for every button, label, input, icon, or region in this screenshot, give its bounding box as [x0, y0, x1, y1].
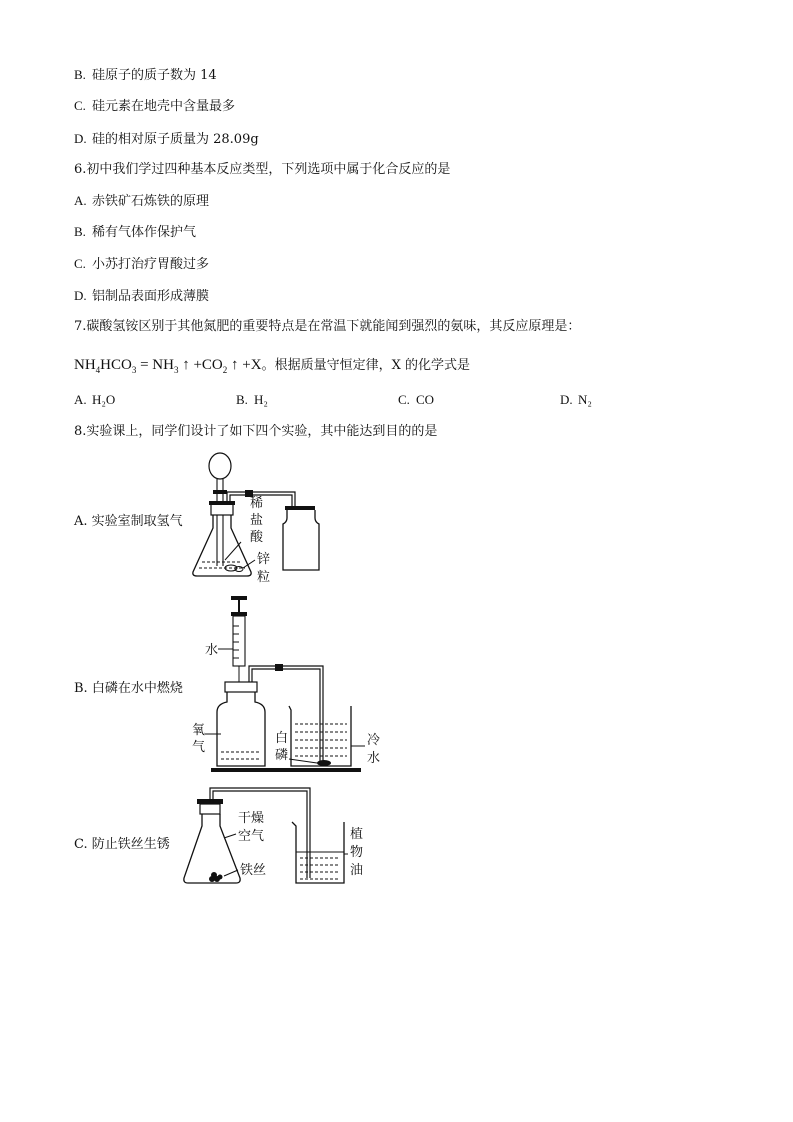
experiment-a-diagram: [185, 450, 330, 590]
tag-air: 空气: [238, 829, 265, 844]
stopper: [211, 504, 233, 515]
tag-zhi: 植: [350, 827, 364, 842]
funnel-bulb: [209, 453, 231, 479]
tag-li: 粒: [257, 570, 271, 585]
q6-option-b: B. 稀有气体作保护气: [74, 224, 197, 240]
experiment-c-diagram: [180, 782, 380, 892]
q7-equation: [74, 354, 470, 375]
flask-stopper: [200, 804, 220, 814]
tag-yan: 盐: [250, 513, 264, 528]
tag-xi: 稀: [250, 496, 264, 511]
experiment-b-diagram: [185, 594, 395, 779]
q6-option-d: D. 铝制品表面形成薄膜: [74, 288, 210, 304]
gas-jar: [283, 510, 319, 570]
equation-tail: 。根据质量守恒定律，X 的化学式是: [261, 358, 470, 373]
tag-qi: 气: [192, 740, 206, 755]
q6-option-a: A. 赤铁矿石炼铁的原理: [74, 193, 210, 209]
q7-choice-c: C. CO: [398, 392, 435, 407]
stopcock: [213, 490, 227, 494]
tag-water-syringe: 水: [205, 643, 219, 658]
tag-iron-wire: 铁丝: [240, 863, 267, 878]
q7-stem: 7.碳酸氢铵区别于其他氮肥的重要特点是在常温下就能闻到强烈的氨味，其反应原理是：: [74, 319, 581, 334]
oxygen-bottle: [217, 692, 265, 766]
q7-choice-a: A. H₂O: [74, 392, 116, 407]
q7-choice-b: B. H₂: [236, 392, 268, 407]
q6-stem: 6.初中我们学过四种基本反应类型，下列选项中属于化合反应的是: [74, 162, 451, 177]
tag-yang: 氧: [192, 723, 206, 738]
experiment-a-label: A. 实验室制取氢气: [74, 514, 183, 529]
equation-formula: $NH_4HCO_3 = NH_3$ ↑ $+CO_2$ ↑ +X: [74, 357, 262, 375]
q5-option-d: D. 硅的相对原子质量为 28.09g: [74, 131, 259, 147]
q5-option-b: B. 硅原子的质子数为 14: [74, 67, 217, 83]
q7-choice-d: D. N₂: [560, 392, 592, 407]
experiment-c-label: C. 防止铁丝生锈: [74, 837, 170, 852]
tag-dry: 干燥: [238, 811, 265, 826]
tag-suan: 酸: [250, 530, 264, 545]
white-phosphorus: [317, 760, 331, 766]
tag-lin: 磷: [275, 748, 289, 763]
bench: [211, 768, 361, 772]
tag-leng: 冷: [367, 733, 381, 748]
tag-bai: 白: [275, 731, 289, 746]
q6-option-c: C. 小苏打治疗胃酸过多: [74, 256, 210, 272]
tag-you: 油: [350, 863, 364, 878]
glass-plate: [285, 506, 315, 510]
q8-stem: 8.实验课上，同学们设计了如下四个实验，其中能达到目的的是: [74, 424, 438, 439]
bottle-stopper: [225, 682, 257, 692]
tag-xin: 锌: [257, 552, 271, 567]
experiment-b-label: B. 白磷在水中燃烧: [74, 681, 183, 696]
q5-option-c: C. 硅元素在地壳中含量最多: [74, 98, 236, 114]
tag-wu: 物: [350, 845, 364, 860]
tag-shui: 水: [367, 751, 381, 766]
